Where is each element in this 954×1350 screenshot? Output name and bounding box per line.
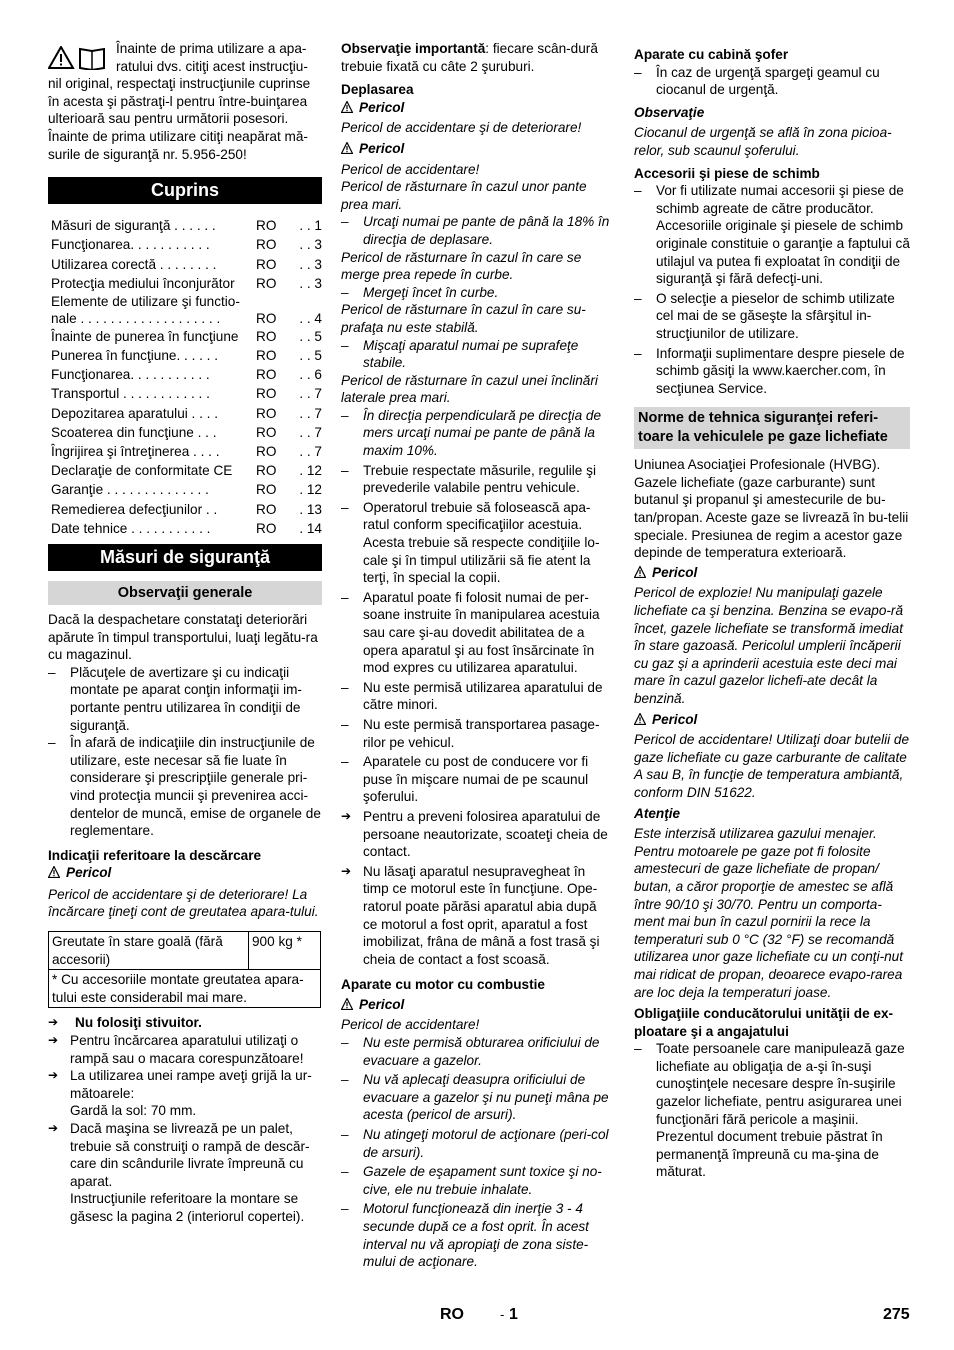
- toc-row[interactable]: Protecţia mediului înconjurător RO . . 3: [51, 275, 322, 291]
- warning-text: Pericol de explozie! Nu manipulaţi gazele lichefiate ca şi benzina. Benzina se evapo-ră încet, gazele lichefiate se transformă imediat în stare gazoasă. Pericolul umplerii încăperii cu gaz şi a aprinderii acestuia este deci mai mare în cazul gazelor lichefi-ate decât la benzină.: [634, 585, 904, 706]
- warning-icon: [634, 566, 646, 578]
- toc-row[interactable]: Înainte de punerea în funcţiune RO . . 5: [51, 328, 322, 344]
- weight-note: * Cu accesoriile montate greutatea apara-tului este considerabil mai mare.: [49, 970, 321, 1008]
- note-label: Observaţie: [634, 104, 705, 120]
- intro: [48, 40, 322, 163]
- unload-heading: Indicaţii referitoare la descărcare: [48, 847, 262, 863]
- warning-icon: [634, 713, 646, 725]
- table-of-contents: [48, 216, 322, 538]
- warning-text: Pericol de răsturnare în cazul în care su-prafaţa nu este stabilă.: [341, 302, 586, 335]
- danger-label: Pericol: [48, 864, 322, 882]
- list-item: – În caz de urgenţă spargeţi geamul cu ciocanul de urgenţă.: [634, 64, 880, 98]
- warning-icon: [48, 866, 60, 878]
- travel-heading: Deplasarea: [341, 82, 414, 98]
- list-item: – Nu este permisă utilizarea aparatului de către minori.: [341, 679, 603, 713]
- list-item: – Urcaţi numai pe pante de până la 18% în direcţia de deplasare.: [341, 214, 610, 247]
- warning-text: Pericol de răsturnare în cazul unor pante prea mari.: [341, 179, 587, 212]
- attention-text: Este interzisă utilizarea gazului menajer. Pentru motoarele pe gaze pot fi folosite amestecuri de gaze lichefiate de propan/ butan, a căror proporţie de amestec se află între 90/10 şi 30/70. Pentru un comporta-ment mai bun în cazul pornirii la rece la temperaturi sub 0 °C (32 °F) se recomandă utilizarea unor gaze lichefiate cu un conţi-nut mai ridicat de propan, deoarece evapo-rarea are loc deja la temperaturi joase.: [634, 826, 904, 1000]
- warning-icon: [341, 101, 353, 113]
- list-item: – În direcţia perpendiculară pe direcţia de mers urcaţi numai pe pante de până la maxim 10%.: [341, 407, 602, 459]
- attention-label: Atenţie: [634, 805, 681, 821]
- general-notes-heading: Observaţii generale: [48, 581, 322, 605]
- intro-para-2: Înainte de prima utilizare citiţi neapărat mă-surile de siguranţă nr. 5.956-250!: [48, 128, 308, 162]
- weight-table: [48, 931, 321, 1008]
- list-item: – Aparatul poate fi folosit numai de per-soane instruite în manipularea acestuia sau care şi-au dovedit abilitatea de a opera aparatul şi au fost însărcinate în mod expres cu utilizarea aparatului.: [341, 589, 600, 676]
- list-item: – Plăcuţele de avertizare şi cu indicaţii montate pe aparat conţin informaţii im-portante pentru utilizarea în condiţii de siguranţă.: [48, 664, 302, 733]
- list-item: – Motorul funcţionează din inerţie 3 - 4 secunde după ce a fost oprit. În acest interval nu vă apropiaţi de zona siste-mului de acţionare.: [341, 1201, 589, 1270]
- warning-icon: [341, 142, 353, 154]
- toc-row[interactable]: Funcţionarea. . . . . . . . . . . RO . . 6: [51, 367, 322, 383]
- list-item: – Trebuie respectate măsurile, regulile şi prevederile valabile pentru vehicule.: [341, 462, 596, 496]
- list-item: – Operatorul trebuie să folosească apa-ratul conform specificaţiilor acestuia. Acesta trebuie să respecte condiţiile lo-cale şi în timpul utilizării să fie atent la terţi, în special la copii.: [341, 499, 600, 586]
- list-item: – Nu vă aplecaţi deasupra orificiului de evacuare a gazelor şi nu puneţi mâna pe acesta (pericol de arsuri).: [341, 1072, 609, 1123]
- toc-heading: Cuprins: [48, 177, 322, 204]
- unload-warning: Pericol de accidentare şi de deteriorare! La încărcare ţineţi cont de greutatea apara-tului.: [48, 886, 319, 920]
- list-item: – Nu atingeţi motorul de acţionare (peri-col de arsuri).: [341, 1127, 609, 1160]
- general-paragraph: Dacă la despachetare constataţi deteriorări apărute în timpul transportului, luaţi legătu-ra cu magazinul.: [48, 611, 318, 663]
- warning-text: Pericol de accidentare! Utilizaţi doar butelii de gaze lichefiate cu gaze carburante de calitate A sau B, în funcţie de temperatura ambiantă, conform DIN 51622.: [634, 732, 910, 800]
- column-2: [341, 40, 613, 1271]
- list-item: ➔ Dacă maşina se livrează pe un palet, trebuie să construiţi o rampă de descăr-care din scândurile livrate împreună cu aparat. Instrucţiunile referitoare la montare se găsesc la pagina 2 (interiorul copertei).: [48, 1120, 322, 1226]
- danger-label: Pericol: [341, 99, 613, 117]
- list-item: – În afară de indicaţiile din instrucţiunile de utilizare, este necesar să fie luate în considerare şi prescripţiile generale pri-vind protecţia muncii şi prevenirea acci-dentelor de muncă, emise de organele de reglementare.: [48, 735, 321, 839]
- note-text: Ciocanul de urgenţă se află în zona picioa-relor, sub scaunul şoferului.: [634, 125, 892, 158]
- list-item: ➔ La utilizarea unei rampe aveţi grijă la ur-mătoarele: Gardă la sol: 70 mm.: [48, 1067, 322, 1120]
- list-item: – Toate persoanele care manipulează gaze lichefiate au obligaţia de a-şi în-suşi cunoştinţele necesare despre în-suşirile gazelor lichefiate, pentru asigurarea unei funcţionări fără pericole a maşinii. Prezentul document trebuie păstrat în permanenţă împreună cu ma-şina de măturat.: [634, 1041, 905, 1180]
- intro-text: nil original, respectaţi instrucţiunile cuprinse în acesta şi păstraţi-l pentru între-buinţarea ulterioară sau pentru următorii posesori.: [48, 76, 311, 127]
- warning-text: Pericol de accidentare!: [341, 1017, 480, 1033]
- warning-text: Pericol de răsturnare în cazul în care se merge prea repede în curbe.: [341, 249, 582, 283]
- list-item: – O selecţie a pieselor de schimb utilizate cel mai de se găseşte la sfârşitul in-strucţiunilor de utilizare.: [634, 290, 895, 341]
- list-item: – Informaţii suplimentare despre piesele de schimb găsiţi la www.kaercher.com, în secţiunea Service.: [634, 345, 905, 396]
- list-item: – Aparatele cu post de conducere vor fi puse în mişcare numai de pe scaunul şoferului.: [341, 754, 589, 805]
- list-item: – Mişcaţi aparatul numai pe suprafeţe stabile.: [341, 337, 579, 371]
- toc-row[interactable]: Îngrijirea şi întreţinerea . . . . RO . . 7: [51, 444, 322, 460]
- accessories-heading: Accesorii şi piese de schimb: [634, 165, 820, 181]
- ground-clearance: Gardă la sol: 70 mm.: [70, 1103, 197, 1119]
- mount-note: Instrucţiunile referitoare la montare se găsesc la pagina 2 (interiorul copertei).: [70, 1191, 305, 1224]
- column-3: [634, 40, 910, 1181]
- list-item: ➔ Pentru încărcarea aparatului utilizaţi o rampă sau o macara corespunzătoare!: [48, 1033, 304, 1066]
- toc-row[interactable]: Scoaterea din funcţiune . . . RO . . 7: [51, 424, 322, 440]
- danger-label: Pericol: [634, 564, 910, 582]
- list-item: – Mergeţi încet în curbe.: [341, 284, 499, 300]
- footer-lang: RO: [440, 1306, 464, 1323]
- warning-text: Pericol de răsturnare în cazul unei înclinări laterale prea mari.: [341, 372, 598, 406]
- safety-heading: Măsuri de siguranţă: [48, 544, 322, 571]
- toc-row[interactable]: Funcţionarea. . . . . . . . . . . RO . . 3: [51, 237, 322, 253]
- list-item: – Nu este permisă transportarea pasage-rilor pe vehicul.: [341, 716, 600, 750]
- danger-label: Pericol: [341, 140, 613, 158]
- warning-manual-icon: [48, 46, 110, 70]
- toc-row[interactable]: Date tehnice . . . . . . . . . . . RO . 14: [51, 520, 322, 536]
- weight-label: Greutate în stare goală (fără accesorii): [49, 932, 249, 970]
- list-item: ➔ Nu folosiţi stivuitor.: [48, 1015, 202, 1031]
- list-item: – Vor fi utilizate numai accesorii şi piese de schimb agreate de către producător. Accesoriile originale şi piesele de schimb originale constituie o garanţie a faptului că utilajul va putea fi exploatat în condiţii de siguranţă şi fără defecţi-uni.: [634, 183, 910, 287]
- lpg-heading: Norme de tehnica siguranţei referi- toare la vehiculele pe gaze lichefiate: [634, 407, 910, 449]
- toc-row[interactable]: Transportul . . . . . . . . . . . . RO . . 7: [51, 386, 322, 402]
- intro-line-2: ratului dvs. citiţi acest instrucţiu-: [116, 58, 308, 74]
- toc-row[interactable]: Declaraţie de conformitate CE RO . 12: [51, 463, 322, 479]
- duties-heading: Obligaţiile conducătorului unităţii de ex-ploatare şi a angajatului: [634, 1006, 894, 1039]
- list-item: – Nu este permisă obturarea orificiului de evacuare a gazelor.: [341, 1035, 600, 1068]
- cabin-heading: Aparate cu cabină şofer: [634, 47, 789, 62]
- warning-icon: [341, 998, 353, 1010]
- footer-separator: -: [500, 1307, 505, 1322]
- list-item: ➔ Pentru a preveni folosirea aparatului de persoane neautorizate, scoateţi cheia de contact.: [341, 808, 608, 860]
- weight-value: 900 kg *: [249, 932, 321, 970]
- toc-row[interactable]: Garanţie . . . . . . . . . . . . . . RO . 12: [51, 482, 322, 498]
- list-item: ➔ Nu lăsaţi aparatul nesupravegheat în timp ce motorul este în funcţiune. Ope-ratorul poate părăsi aparatul abia după ce motorul a fost oprit, aparatul a fost imobilizat, frâna de mână a fost trasă şi cheia de contact a fost scoasă.: [341, 863, 600, 967]
- danger-label: Pericol: [341, 996, 613, 1014]
- column-1: [48, 40, 322, 1226]
- footer-section-number: 1: [509, 1306, 518, 1323]
- lpg-paragraph: Uniunea Asociaţiei Profesionale (HVBG). Gazele lichefiate (gaze carburante) sunt butanul şi propanul şi amestecurile de bu-tan/propan. Aceste gaze se livrează în bu-telii speciale. Presiunea de regim a acestor gaze depinde de temperatura exterioară.: [634, 457, 909, 561]
- toc-row[interactable]: Elemente de utilizare şi functio- nale . . . . . . . . . . . . . . . . . . . RO . . 4: [51, 293, 322, 326]
- toc-row[interactable]: Punerea în funcţiune. . . . . . RO . . 5: [51, 348, 322, 364]
- danger-label: Pericol: [634, 711, 910, 729]
- toc-row[interactable]: Utilizarea corectă . . . . . . . . RO . . 3: [51, 256, 322, 272]
- toc-row[interactable]: Depozitarea aparatului . . . . RO . . 7: [51, 405, 322, 421]
- intro-line-1: Înainte de prima utilizare a apa-: [116, 41, 307, 56]
- toc-row[interactable]: Măsuri de siguranţă . . . . . . RO . . 1: [51, 218, 322, 234]
- engine-heading: Aparate cu motor cu combustie: [341, 977, 545, 993]
- important-note: Observaţie importantă: fiecare scân-dură trebuie fixată cu câte 2 şuruburi.: [341, 41, 598, 74]
- page-number: 275: [883, 1306, 910, 1323]
- toc-row[interactable]: Remedierea defecţiunilor . . RO . 13: [51, 501, 322, 517]
- warning-text: Pericol de accidentare şi de deteriorare!: [341, 120, 582, 136]
- list-item: – Gazele de eşapament sunt toxice şi no-cive, ele nu trebuie inhalate.: [341, 1164, 602, 1197]
- warning-text: Pericol de accidentare!: [341, 161, 480, 177]
